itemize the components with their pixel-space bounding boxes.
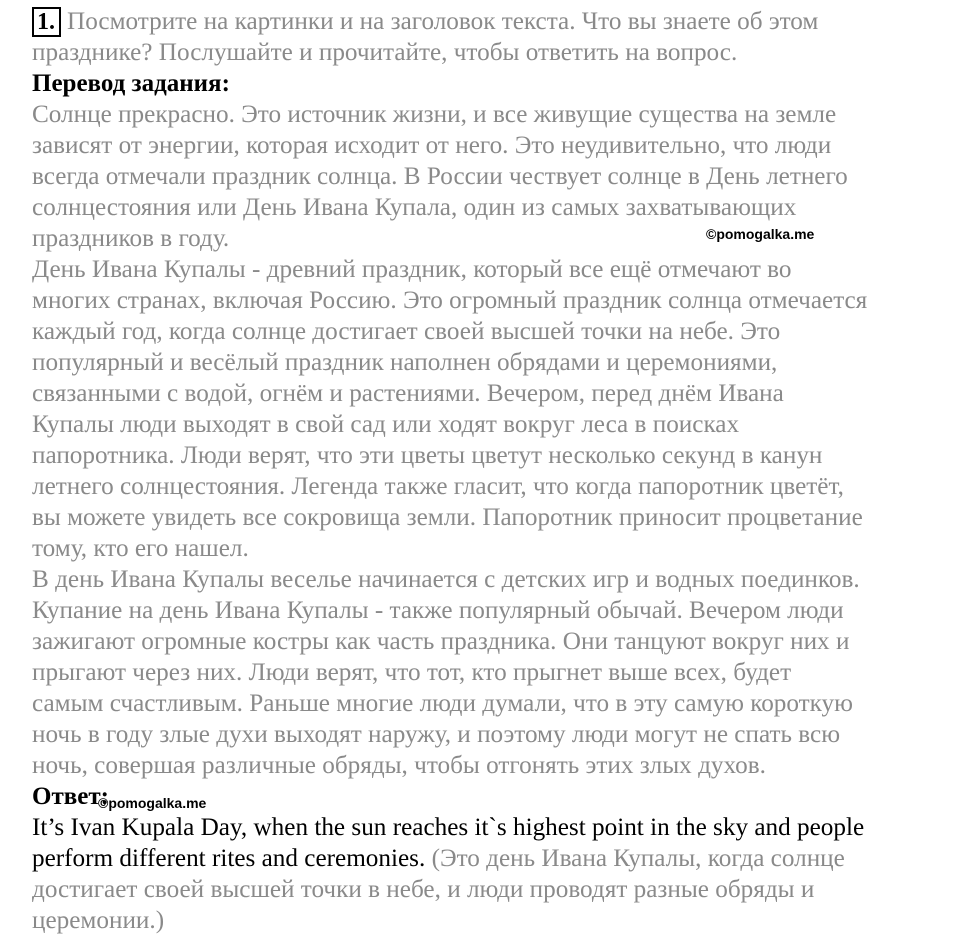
answer-heading: Ответ: (32, 783, 109, 810)
answer-russian-line: церемонии.) (32, 907, 165, 934)
task-text-line-1: Посмотрите на картинки и на заголовок текста. Что вы знаете об этом (67, 8, 819, 35)
answer-english-line-2: perform different rites and ceremonies. (32, 845, 426, 872)
task-header (32, 6, 942, 37)
translation-line: прыгают через них. Люди верят, что тот, кто прыгнет выше всех, будет (32, 659, 792, 686)
translation-line: ночь в году злые духи выходят наружу, и поэтому люди могут не спать всю (32, 721, 841, 748)
task-text-line-2: празднике? Послушайте и прочитайте, чтобы ответить на вопрос. (32, 39, 738, 66)
translation-line: Купалы люди выходят в свой сад или ходят вокруг леса в поисках (32, 411, 740, 438)
watermark-first: ©pomogalka.me (706, 226, 815, 242)
answer-english-line-1: It’s Ivan Kupala Day, when the sun reaches it`s highest point in the sky and people (32, 814, 865, 841)
answer-mixed-line (32, 843, 942, 874)
answer-russian-line: достигает своей высшей точки в небе, и люди проводят разные обряды и (32, 876, 815, 903)
translation-line: всегда отмечали праздник солнца. В России чествует солнце в День летнего (32, 163, 848, 190)
translation-line: В день Ивана Купалы веселье начинается с детских игр и водных поединков. (32, 566, 860, 593)
translation-line: вы можете увидеть все сокровища земли. Папоротник приносит процветание (32, 504, 863, 531)
translation-line: ночь, совершая различные обряды, чтобы отгонять этих злых духов. (32, 752, 766, 779)
translation-line: зажигают огромные костры как часть праздника. Они танцуют вокруг них и (32, 628, 850, 655)
translation-line: каждый год, когда солнце достигает своей высшей точки на небе. Это (32, 318, 781, 345)
translation-line: самым счастливым. Раньше многие люди думали, что в эту самую короткую (32, 690, 853, 717)
answer-russian-line-1: (Это день Ивана Купалы, когда солнце (425, 845, 845, 872)
translation-line: популярный и весёлый праздник наполнен обрядами и церемониями, (32, 349, 778, 376)
translation-line: папоротника. Люди верят, что эти цветы цветут несколько секунд в канун (32, 442, 823, 469)
translation-heading: Перевод задания: (32, 70, 230, 97)
translation-line: связанными с водой, огнём и растениями. Вечером, перед днём Ивана (32, 380, 784, 407)
watermark-second: ©pomogalka.me (98, 795, 207, 811)
task-number-badge: 1. (32, 7, 61, 37)
translation-line: тому, кто его нашел. (32, 535, 249, 562)
translation-line: День Ивана Купалы - древний праздник, который все ещё отмечают во (32, 256, 792, 283)
translation-line: праздников в году. (32, 225, 230, 252)
translation-line: зависят от энергии, которая исходит от него. Это неудивительно, что люди (32, 132, 832, 159)
translation-line: летнего солнцестояния. Легенда также гласит, что когда папоротник цветёт, (32, 473, 844, 500)
translation-line: Купание на день Ивана Купалы - также популярный обычай. Вечером люди (32, 597, 844, 624)
translation-line: Солнце прекрасно. Это источник жизни, и все живущие существа на земле (32, 101, 837, 128)
translation-line: солнцестояния или День Ивана Купала, один из самых захватывающих (32, 194, 797, 221)
translation-line: многих странах, включая Россию. Это огромный праздник солнца отмечается (32, 287, 868, 314)
